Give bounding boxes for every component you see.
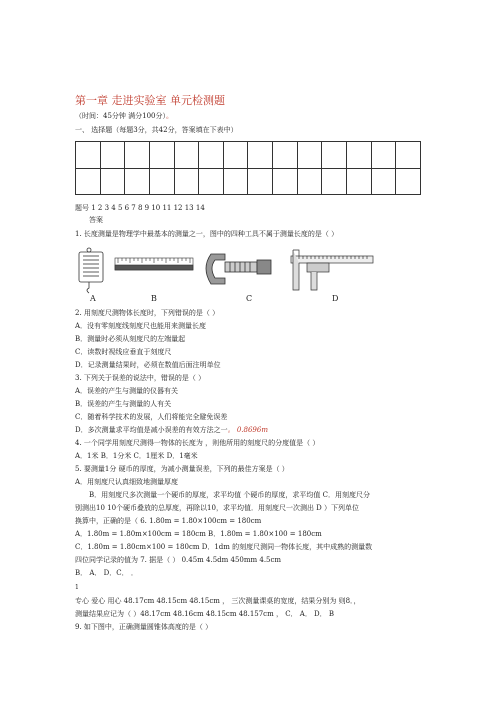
answer-grid-row: [76, 142, 421, 169]
q7-options: B． A． D．C． ．: [75, 569, 138, 577]
q2-option-c: C．读数时视线应垂直于刻度尺: [75, 348, 172, 356]
question-6: 换算中，正确的是（ 6. 1.80m = 1.80×100cm = 180cm: [75, 517, 262, 525]
grid-cell[interactable]: [273, 168, 298, 195]
q6-option-cd: C．1.80m = 1.80cm×100 = 180cm D．1dm 的刻度尺测同一物体长度，其中成熟的测量数: [75, 543, 373, 551]
grid-cell[interactable]: [100, 142, 125, 169]
q3-option-d-suffix: 。 0.8696m: [227, 426, 268, 434]
q3-option-d: [75, 426, 268, 435]
grid-cell[interactable]: [199, 168, 224, 195]
grid-cell[interactable]: [223, 142, 248, 169]
measuring-tools-figure: [75, 244, 375, 306]
grid-cell[interactable]: [371, 168, 396, 195]
grid-cell[interactable]: [248, 168, 273, 195]
grid-cell[interactable]: [297, 142, 322, 169]
figure-label-b: B: [151, 294, 157, 303]
grid-cell[interactable]: [322, 142, 347, 169]
q6-option-ab: A．1.80m = 1.80m×100cm = 180cm B．1.80m = 1.80×100 = 180cm: [75, 530, 322, 538]
q2-option-a: A．没有零刻度线刻度尺也能用来测量长度: [75, 322, 207, 330]
q3-option-b: B．误差的产生与测量的人有关: [75, 400, 172, 408]
question-8: 专心 爱心 用心 48.17cm 48.15cm 48.15cm ， 三次测量课桌的宽度，结果分别为 则8．，: [75, 597, 361, 605]
grid-cell[interactable]: [174, 142, 199, 169]
micrometer-icon: [206, 254, 271, 284]
q5-option-c: 别测出10 10个硬币叠放的总厚度，再除以10，求平均值．用刻度尺一次测出 D ）下列单位: [75, 504, 360, 512]
grid-cell[interactable]: [347, 142, 372, 169]
question-5: 5. 要测量1分 硬币的厚度，为减小测量误差，下列的最佳方案是（ ）: [75, 465, 289, 473]
q5-option-a: A．用刻度尺认真细致地测量厚度: [75, 478, 179, 486]
q2-option-d: D．记录测量结果时，必须在数值后面注明单位: [75, 361, 221, 369]
grid-cell[interactable]: [199, 142, 224, 169]
q8-options: 测量结果应记为（ ）48.17cm 48.16cm 48.15cm 48.157cm ， C． A． D． B: [75, 610, 335, 618]
answer-grid: [75, 141, 421, 195]
meta-dot: 。: [166, 112, 173, 120]
spring-scale-icon: [79, 248, 103, 293]
exam-meta: [75, 112, 173, 121]
grid-cell[interactable]: [347, 168, 372, 195]
figure-label-a: A: [90, 294, 96, 303]
exam-meta-text: （时间：45分钟 满分100分）: [75, 112, 166, 120]
grid-cell[interactable]: [76, 142, 101, 169]
q4-options: A．1米 B．1分米 C．1厘米 D．1毫米: [75, 452, 198, 460]
q3-option-d-text: D．多次测量求平均值是减小误差的有效方法之一: [75, 426, 228, 434]
answer-grid-row: [76, 168, 421, 195]
grid-cell[interactable]: [125, 168, 150, 195]
grid-cell[interactable]: [248, 142, 273, 169]
figure-label-d: D: [332, 294, 339, 303]
question-2: 2. 用刻度尺测物体长度时，下列错误的是（ ）: [75, 309, 220, 317]
q3-option-c: C．随着科学技术的发展，人们将能完全避免误差: [75, 413, 228, 421]
q2-option-b: B．测量时必须从刻度尺的左端量起: [75, 335, 186, 343]
grid-cell[interactable]: [223, 168, 248, 195]
question-1: 1. 长度测量是物理学中最基本的测量之一，图中的四种工具不属于测量长度的是（ ）: [75, 230, 339, 238]
grid-cell[interactable]: [322, 168, 347, 195]
grid-cell[interactable]: [371, 142, 396, 169]
page-number: 1: [75, 584, 79, 591]
question-7: 四位同学记录的值为 7. 据是（ ） 0.45m 4.5dm 450mm 4.5cm: [75, 556, 282, 564]
grid-cell[interactable]: [76, 168, 101, 195]
grid-cell[interactable]: [149, 168, 174, 195]
figure-label-c: C: [246, 294, 253, 303]
grid-cell[interactable]: [125, 142, 150, 169]
grid-cell[interactable]: [396, 142, 421, 169]
grid-cell[interactable]: [100, 168, 125, 195]
vernier-caliper-icon: [291, 250, 373, 290]
grid-cell[interactable]: [396, 168, 421, 195]
section-heading: 一、 选择题（每题3分，共42分，答案填在下表中）: [75, 126, 238, 134]
question-4: 4. 一个同学用刻度尺测得一物体的长度为 ，则他所用的刻度尺的分度值是（ ）: [75, 439, 320, 447]
q3-option-a: A．误差的产生与测量的仪器有关: [75, 387, 179, 395]
grid-cell[interactable]: [174, 168, 199, 195]
ruler-icon: [115, 258, 193, 270]
grid-cell[interactable]: [273, 142, 298, 169]
table-number-label: 题号 1 2 3 4 5 6 7 8 9 10 11 12 13 14: [75, 204, 205, 212]
question-9: 9. 如下图中，正确测量圆锥体高度的是（ ）: [75, 623, 213, 631]
grid-cell[interactable]: [149, 142, 174, 169]
table-answer-label: 答案: [89, 216, 103, 224]
question-3: 3. 下列关于误差的说法中，错误的是（ ）: [75, 374, 206, 382]
grid-cell[interactable]: [297, 168, 322, 195]
page-title: 第一章 走进实验室 单元检测题: [75, 94, 225, 107]
q5-option-b: B．用刻度尺多次测量一个硬币的厚度，求平均值 个硬币的厚度，求平均值 C．用刻度尺分: [89, 491, 370, 499]
